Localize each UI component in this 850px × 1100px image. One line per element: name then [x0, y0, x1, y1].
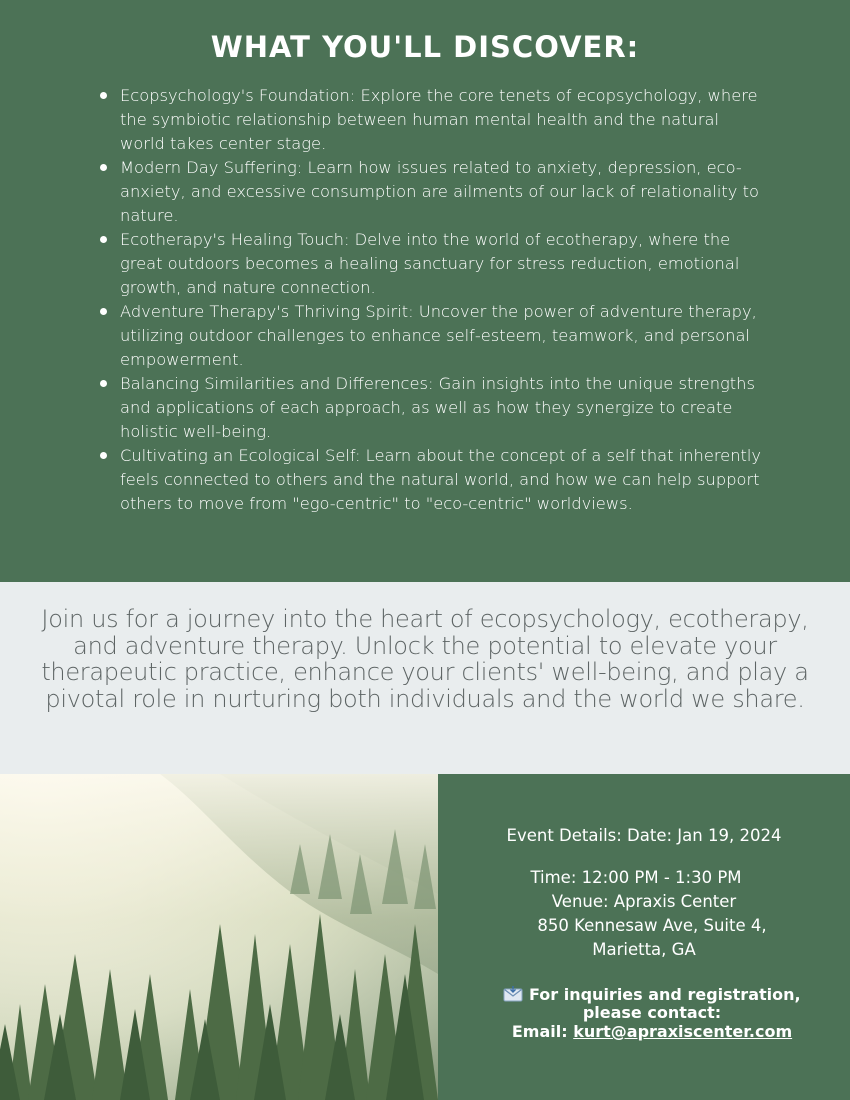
list-item-text: Ecopsychology's Foundation: Explore the core tenets of ecopsychology, where the symbiotic relationship between human mental health and the natural world takes center stage. [120, 86, 758, 153]
invitation-text: Join us for a journey into the heart of ecopsychology, ecotherapy, and adventure therapy. Unlock the potential to elevate your therapeutic practice, enhance your clients' well-being, and play a pivotal role in nurturing both individuals and the world we share. [41, 605, 809, 713]
discover-list [96, 84, 766, 516]
email-link[interactable]: kurt@apraxiscenter.com [573, 1022, 793, 1041]
forest-photo [0, 774, 438, 1100]
bullet-dot [100, 452, 107, 459]
list-item [96, 444, 766, 516]
list-item-text: Modern Day Suffering: Learn how issues related to anxiety, depression, eco-anxiety, and excessive consumption are ailments of our lack of relationality to nature. [120, 158, 759, 225]
event-address-line2: Marietta, GA [592, 940, 696, 959]
list-item-text: Balancing Similarities and Differences: Gain insights into the unique strengths and applications of each approach, as well as how they synergize to create holistic well-being. [120, 374, 755, 441]
list-item [96, 300, 766, 372]
list-item [96, 228, 766, 300]
bullet-dot [100, 236, 107, 243]
event-time: Time: 12:00 PM - 1:30 PM [530, 868, 742, 887]
list-item-text: Ecotherapy's Healing Touch: Delve into the world of ecotherapy, where the great outdoors becomes a healing sanctuary for stress reduction, emotional growth, and nature connection. [120, 230, 740, 297]
contact-email-line [446, 1022, 850, 1042]
envelope-icon [503, 986, 523, 1002]
list-item [96, 84, 766, 156]
discover-title: WHAT YOU'LL DISCOVER: [210, 30, 640, 64]
bullet-dot [100, 92, 107, 99]
bullet-dot [100, 308, 107, 315]
email-label: Email: [511, 1022, 568, 1041]
list-item [96, 372, 766, 444]
bullet-dot [100, 380, 107, 387]
forest-illustration [0, 774, 438, 1100]
event-address-line1: 850 Kennesaw Ave, Suite 4, [537, 916, 767, 935]
event-details [438, 774, 850, 1100]
contact-line2: please contact: [582, 1003, 722, 1022]
list-item-text: Cultivating an Ecological Self: Learn about the concept of a self that inherently feels connected to others and the natural world, and how we can help support others to move from "ego-centric" to "eco-centric" worldviews. [120, 446, 762, 513]
list-item-text: Adventure Therapy's Thriving Spirit: Uncover the power of adventure therapy, utilizing outdoor challenges to enhance self-esteem, teamwork, and personal empowerment. [120, 302, 757, 369]
invitation-band [0, 582, 850, 774]
contact-text-1: For inquiries and registration, [528, 985, 801, 1004]
event-venue: Venue: Apraxis Center [551, 892, 737, 911]
contact-line1 [446, 986, 850, 1004]
event-date: Event Details: Date: Jan 19, 2024 [506, 826, 782, 845]
bullet-dot [100, 164, 107, 171]
list-item [96, 156, 766, 228]
